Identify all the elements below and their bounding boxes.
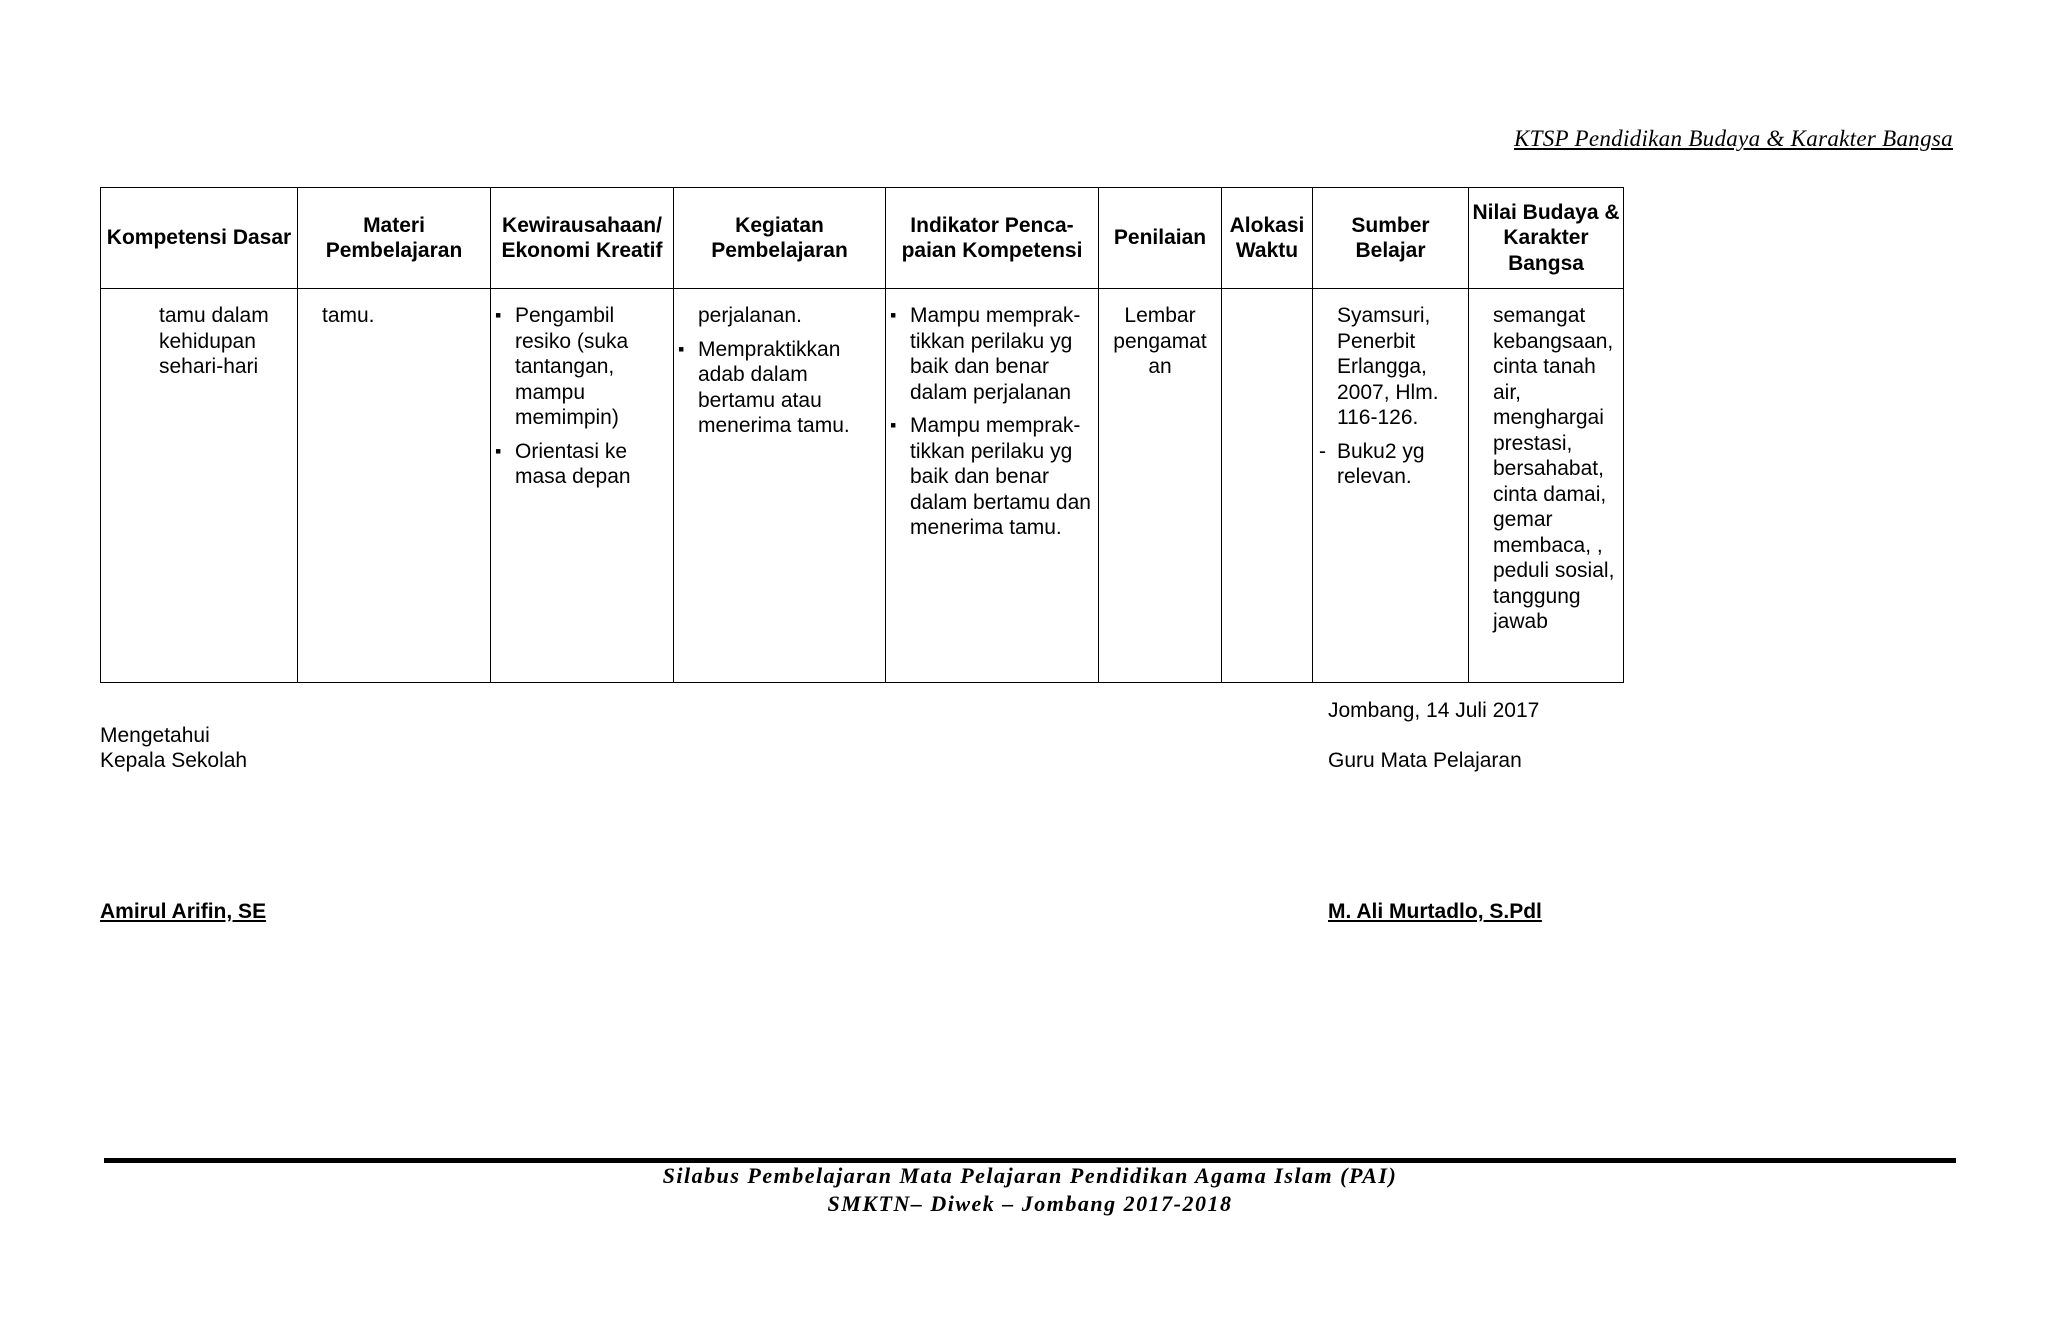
table-row — [101, 289, 1624, 683]
indikator-list — [890, 303, 1094, 541]
principal-name: Amirul Arifin, SE — [100, 900, 267, 923]
header-sumber-belajar: Sumber Belajar — [1313, 188, 1469, 289]
list-item: ▪ Mampu memprak-tikkan perilaku yg baik dan benar dalam bertamu dan menerima tamu. — [890, 413, 1094, 541]
cell-nilai-budaya — [1469, 289, 1624, 683]
table-header-row — [101, 188, 1624, 289]
cell-alokasi-waktu — [1222, 289, 1313, 683]
teacher-name: M. Ali Murtadlo, S.Pdl — [1328, 900, 1542, 923]
nilai-text: semangat kebangsaan, cinta tanah air, menghargai prestasi, bersahabat, cinta damai, gemar membaca, , peduli sosial, tanggung jawab — [1493, 304, 1615, 633]
cell-kewirausahaan — [491, 289, 674, 683]
header-nilai-budaya: Nilai Budaya & Karakter Bangsa — [1469, 188, 1624, 289]
kewirausahaan-list — [495, 303, 667, 490]
signature-left-line1: Mengetahui — [100, 724, 210, 747]
list-item: ▪ Mempraktikkan adab dalam bertamu atau menerima tamu. — [678, 337, 879, 439]
list-item: ▪ Orientasi ke masa depan — [495, 439, 667, 490]
header-kompetensi-dasar: Kompetensi Dasar — [101, 188, 298, 289]
document-header-title: KTSP Pendidikan Budaya & Karakter Bangsa — [1514, 126, 1953, 151]
signature-right-role: Guru Mata Pelajaran — [1328, 749, 1522, 772]
cell-kompetensi-dasar — [101, 289, 298, 683]
header-kewirausahaan: Kewirausahaan/ Ekonomi Kreatif — [491, 188, 674, 289]
list-item: ▪ Mampu memprak-tikkan perilaku yg baik dan benar dalam perjalanan — [890, 303, 1094, 405]
kompetensi-text: tamu dalam kehidupan sehari-hari — [159, 304, 269, 378]
footer-line-1: Silabus Pembelajaran Mata Pelajaran Pendidikan Agama Islam (PAI) — [662, 1163, 1398, 1188]
header-penilaian: Penilaian — [1099, 188, 1222, 289]
materi-text: tamu. — [322, 304, 375, 327]
cell-kegiatan — [674, 289, 886, 683]
list-item: ▪ Pengambil resiko (suka tantangan, mampu memimpin) — [495, 303, 667, 431]
signature-left-line2: Kepala Sekolah — [100, 749, 248, 772]
kegiatan-list — [678, 337, 879, 439]
cell-materi — [298, 289, 491, 683]
kegiatan-continued-text: perjalanan. — [698, 304, 802, 327]
footer-line-2: SMKTN– Diwek – Jombang 2017-2018 — [827, 1191, 1233, 1216]
cell-sumber-belajar — [1313, 289, 1469, 683]
signature-date: Jombang, 14 Juli 2017 — [1328, 699, 1540, 722]
sumber-item — [1315, 439, 1464, 490]
header-indikator: Indikator Penca-paian Kompetensi — [886, 188, 1099, 289]
cell-penilaian — [1099, 289, 1222, 683]
penilaian-text: Lembar pengamat an — [1113, 304, 1207, 378]
syllabus-table — [100, 187, 1624, 683]
cell-indikator — [886, 289, 1099, 683]
header-kegiatan-pembelajaran: Kegiatan Pembelajaran — [674, 188, 886, 289]
header-alokasi-waktu: Alokasi Waktu — [1222, 188, 1313, 289]
dash-marker: - — [1319, 439, 1326, 463]
sumber-text: Syamsuri, Penerbit Erlangga, 2007, Hlm. 116-126. — [1337, 304, 1439, 429]
sumber-text: Buku2 yg relevan. — [1337, 439, 1425, 488]
header-materi-pembelajaran: Materi Pembelajaran — [298, 188, 491, 289]
